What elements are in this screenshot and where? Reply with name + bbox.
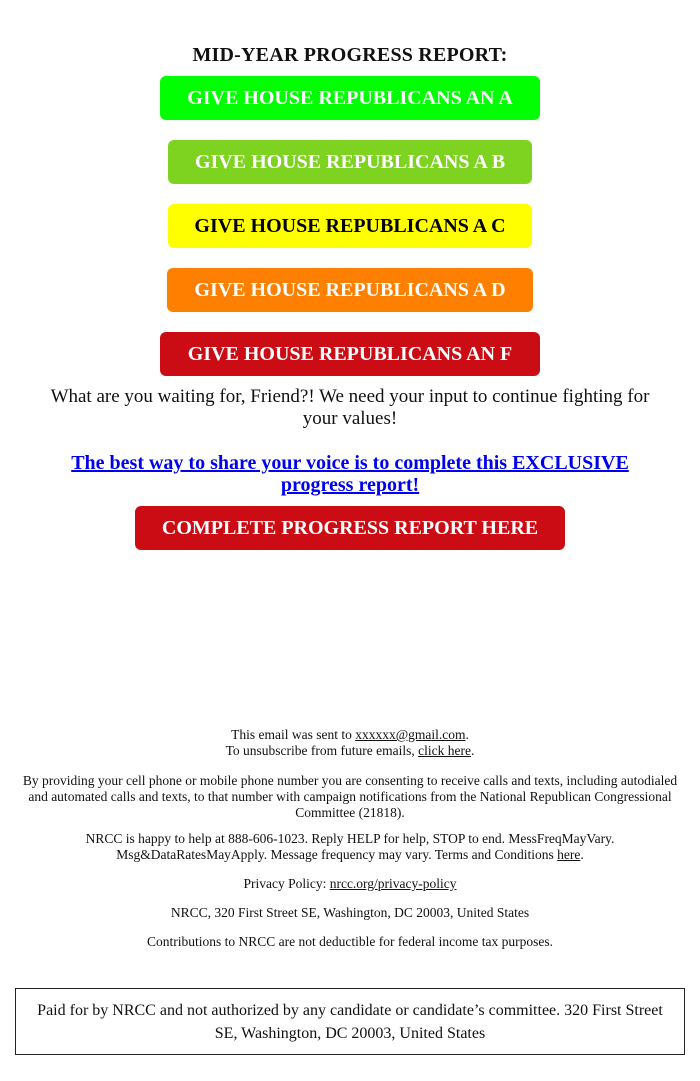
grade-a-button[interactable]: GIVE HOUSE REPUBLICANS AN A [160,76,540,120]
complete-report-button[interactable]: COMPLETE PROGRESS REPORT HERE [135,506,565,550]
sent-prefix: This email was sent to [231,727,356,742]
unsubscribe-link[interactable]: click here [418,743,471,758]
email-footer [20,727,680,950]
privacy-policy-link[interactable]: nrcc.org/privacy-policy [329,876,457,891]
report-title: MID-YEAR PROGRESS REPORT: [192,44,508,66]
contributions-disclaimer: Contributions to NRCC are not deductible for federal income tax purposes. [146,934,554,949]
call-to-action-text: What are you waiting for, Friend?! We need your input to continue fighting for your values! [50,386,650,429]
unsubscribe-suffix: . [470,743,475,758]
paid-for-text: Paid for by NRCC and not authorized by any candidate or candidate’s committee. 320 First Street SE, Washington, DC 20003, United States [37,1001,663,1042]
unsubscribe-prefix: To unsubscribe from future emails, [225,743,419,758]
mailing-address: NRCC, 320 First Street SE, Washington, DC 20003, United States [170,905,530,920]
sent-to-line [20,727,680,743]
grade-b-button[interactable]: GIVE HOUSE REPUBLICANS A B [168,140,532,184]
sms-consent-text: By providing your cell phone or mobile phone number you are consenting to receive calls and texts, including autodialed and automated calls and texts, to that number with campaign notifications from the National Republican Congressional Committee (21818). [22,773,678,820]
share-voice-link[interactable]: The best way to share your voice is to complete this EXCLUSIVE progress report! [71,452,629,496]
help-text: NRCC is happy to help at 888-606-1023. Reply HELP for help, STOP to end. MessFreqMayVary. Msg&DataRatesMayApply. Message frequency may vary. Terms and Conditions [85,831,615,862]
privacy-prefix: Privacy Policy: [243,876,330,891]
paid-for-disclaimer-box [15,988,685,1055]
recipient-email-link[interactable]: xxxxxx@gmail.com [355,727,466,742]
help-line [20,831,680,863]
grade-c-button[interactable]: GIVE HOUSE REPUBLICANS A C [168,204,532,248]
grade-f-button[interactable]: GIVE HOUSE REPUBLICANS AN F [160,332,540,376]
privacy-line [20,876,680,892]
help-suffix: . [580,847,584,862]
terms-link[interactable]: here [557,847,581,862]
unsubscribe-line [20,743,680,759]
grade-d-button[interactable]: GIVE HOUSE REPUBLICANS A D [167,268,533,312]
sent-suffix: . [465,727,469,742]
